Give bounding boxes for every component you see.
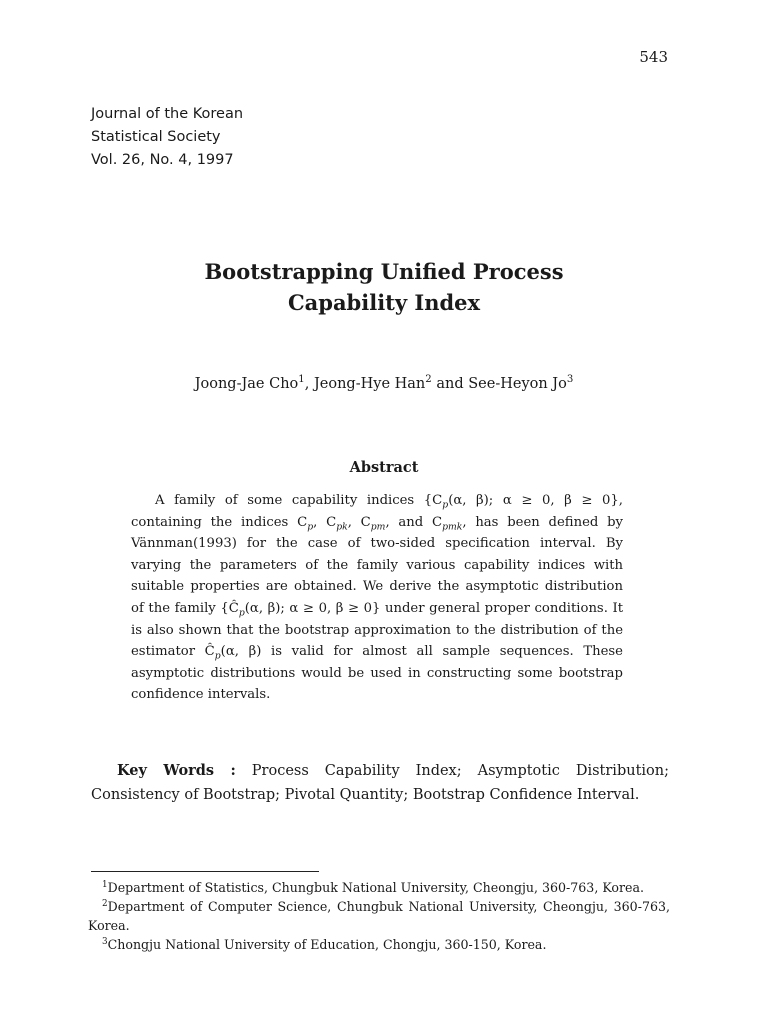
subscript: pm <box>370 521 386 533</box>
authors <box>0 376 768 392</box>
abstract-text: A family of some capability indices {C <box>155 493 443 508</box>
abstract-text: , C <box>313 514 337 530</box>
journal-name-line1: Journal of the Korean <box>91 106 244 122</box>
author-separator: , <box>304 376 314 392</box>
abstract-text: , C <box>347 514 371 530</box>
subscript: p <box>238 607 245 619</box>
footnote-divider <box>91 871 319 872</box>
key-words-text: Process Capability Index; Asymptotic Distribution; Consistency of Bootstrap; Pivotal Quantity; Bootstrap Confidence Interval. <box>91 763 669 803</box>
author-1-affil-marker: 1 <box>298 374 305 386</box>
footnote-marker: 3 <box>102 936 108 947</box>
footnote-text: Chongju National University of Education, Chongju, 360-150, Korea. <box>107 937 547 952</box>
subscript: p <box>442 499 449 511</box>
author-3-affil-marker: 3 <box>566 374 574 386</box>
author-separator: and <box>431 376 469 392</box>
footnote-marker: 2 <box>102 898 108 909</box>
abstract-text: , has been defined by Vännman(1993) for the case of two-sided specification interval. By varying the parameters of the family various capability indices with suitable properties are obtained. We derive the asymptotic distribution of the family {Ĉ <box>131 514 623 616</box>
abstract-text: (α, β) is valid for almost all sample sequences. These asymptotic distributions would be used in constructing some bootstrap confidence intervals. <box>131 644 623 703</box>
abstract-text: , and C <box>385 514 443 530</box>
author-2: Jeong-Hye Han <box>313 376 426 392</box>
paper-title-line1: Bootstrapping Unified Process <box>204 259 564 284</box>
author-2-affil-marker: 2 <box>425 374 432 386</box>
subscript: p <box>214 650 221 662</box>
journal-name-line2: Statistical Society <box>91 129 221 145</box>
abstract-text: (α, β); α ≥ 0, β ≥ 0} under general proper conditions. It is also shown that the bootstrap approximation to the distribution of the estimator Ĉ <box>131 600 623 660</box>
author-1: Joong-Jae Cho <box>194 376 299 392</box>
journal-volume: Vol. 26, No. 4, 1997 <box>91 152 234 168</box>
footnotes <box>88 878 670 954</box>
journal-info <box>91 103 243 172</box>
footnote-text: Department of Statistics, Chungbuk National University, Cheongju, 360-763, Korea. <box>107 880 644 895</box>
paper-title-line2: Capability Index <box>287 290 481 315</box>
footnote-2 <box>88 897 670 935</box>
key-words <box>91 759 669 807</box>
subscript: p <box>307 521 314 533</box>
subscript: pk <box>336 521 348 533</box>
abstract-text: (α, β); α ≥ 0, β ≥ 0}, containing the indices C <box>131 493 624 530</box>
footnote-1 <box>88 878 670 897</box>
footnote-text: Department of Computer Science, Chungbuk National University, Cheongju, 360-763, Korea. <box>88 899 670 933</box>
abstract-body <box>131 490 623 706</box>
author-3: See-Heyon Jo <box>468 376 567 392</box>
abstract-heading: Abstract <box>349 459 419 476</box>
footnote-3 <box>88 935 670 954</box>
key-words-label: Key Words : <box>117 762 236 779</box>
paper-title <box>0 256 768 318</box>
footnote-marker: 1 <box>102 879 108 890</box>
page-number: 543 <box>639 48 668 66</box>
subscript: pmk <box>442 521 463 533</box>
